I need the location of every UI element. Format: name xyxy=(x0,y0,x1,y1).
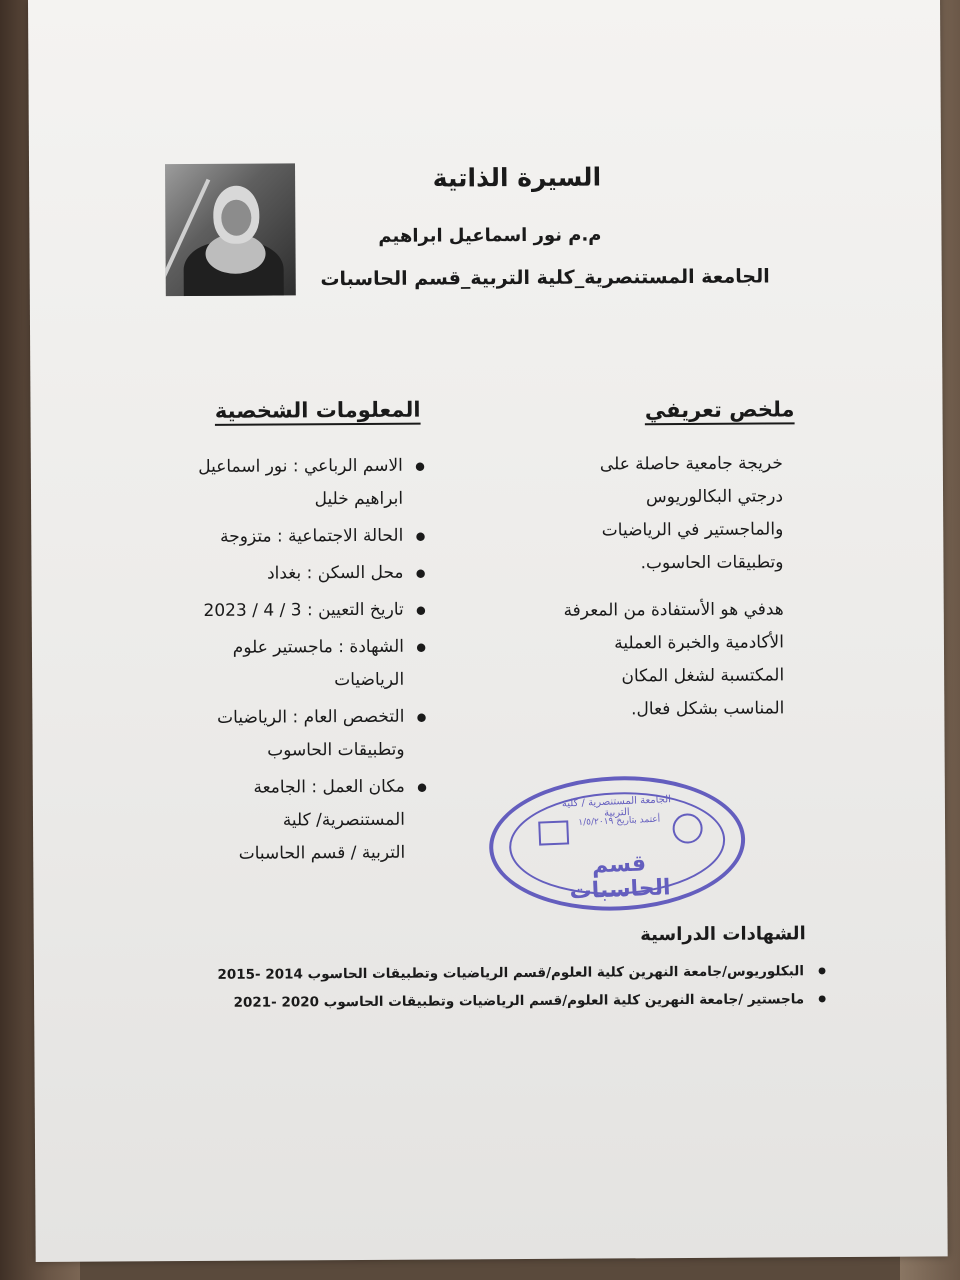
department-stamp: الجامعة المستنصرية / كلية التربية أعتمد بتاريخ ١/٥/٢٠١٩ قسم الحاسبات xyxy=(487,771,748,915)
summary-line: والماجستير في الرياضيات xyxy=(601,519,784,541)
summary-paragraph-2 xyxy=(504,593,785,727)
summary-line: المكتسبة لشغل المكان xyxy=(621,665,785,687)
summary-line: المناسب بشكل فعال. xyxy=(631,698,785,720)
info-item-degree: ● الشهادة : ماجستير علوم الرياضيات xyxy=(146,631,426,699)
summary-line: هدفي هو الأستفادة من المعرفة xyxy=(563,599,784,621)
info-item-residence: ● محل السكن : بغداد xyxy=(145,557,425,592)
name-line: م.م نور اسماعيل ابراهيم xyxy=(378,224,602,247)
info-item-full-name: ● الاسم الرباعي : نور اسماعيل ابراهيم خليل xyxy=(145,450,425,518)
info-item-workplace: ● مكان العمل : الجامعة المستنصرية/ كلية التربية / قسم الحاسبات xyxy=(147,771,428,872)
info-item-appointment-date: ● تاريخ التعيين : 3 / 4 / 2023 xyxy=(146,594,426,629)
personal-info-heading: المعلومات الشخصية xyxy=(214,397,421,423)
laptop-icon xyxy=(538,820,569,845)
summary-line: الأكادمية والخبرة العملية xyxy=(614,632,784,654)
summary-line: درجتي البكالوريوس xyxy=(645,486,784,508)
personal-info-list xyxy=(145,450,428,876)
info-item-marital-status: ● الحالة الاجتماعية : متزوجة xyxy=(145,520,425,555)
education-list xyxy=(186,957,826,1017)
summary-line: وتطبيقات الحاسوب. xyxy=(640,552,784,574)
page-title: السيرة الذاتية xyxy=(432,162,602,193)
education-item-master: ● ماجستير /جامعة النهرين كلية العلوم/قسم الرياضيات وتطبيقات الحاسوب 2020 -2021 xyxy=(186,985,826,1017)
university-line: الجامعة المستنصرية_كلية التربية_قسم الحاسبات xyxy=(320,265,770,291)
summary-heading: ملخص تعريفي xyxy=(644,397,795,423)
summary-line: خريجة جامعية حاصلة على xyxy=(599,453,783,475)
education-heading: الشهادات الدراسية xyxy=(640,923,806,946)
profile-photo xyxy=(165,163,296,296)
summary-paragraph-1 xyxy=(533,447,784,581)
education-item-bachelor: ● البكلوريوس/جامعة النهرين كلية العلوم/قسم الرياضيات وتطبيقات الحاسوب 2014 -2015 xyxy=(186,957,826,989)
info-item-specialization: ● التخصص العام : الرياضيات وتطبيقات الحاسوب xyxy=(146,701,426,769)
cv-paper xyxy=(28,0,948,1262)
